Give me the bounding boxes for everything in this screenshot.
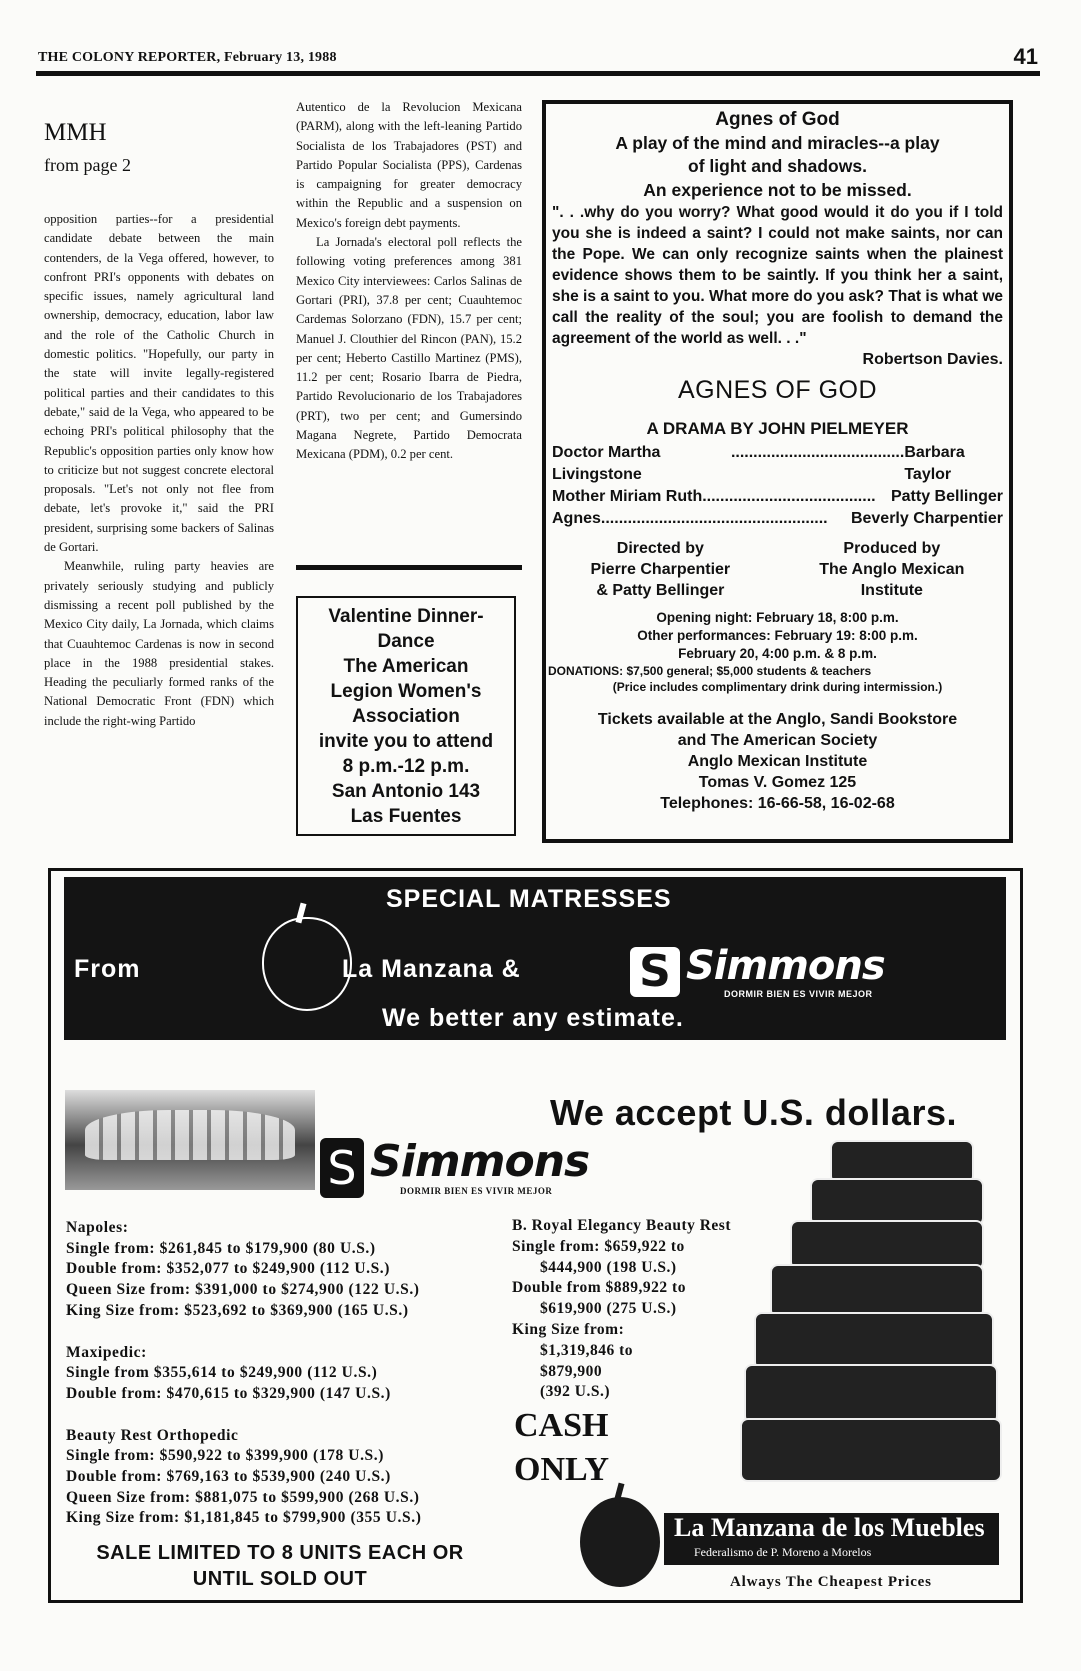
price-heading: Napoles: [66,1219,129,1236]
mattress-layer [810,1178,984,1226]
agnes-title: Agnes of God [715,109,840,130]
tickets-line: and The American Society [677,732,878,749]
valentine-line: Las Fuentes [350,806,462,827]
cast-dots: ....................................... [702,488,876,505]
store-address: Federalismo de P. Moreno a Morelos [694,1545,872,1559]
produced-by [819,538,964,601]
other-performances: Other performances: February 19: 8:00 p.m. [637,628,918,643]
price-line: Double from: $769,163 to $539,900 (240 U.S.) [66,1468,391,1486]
banner-bottom: We better any estimate. [382,1004,684,1032]
cash-word: CASH [514,1407,609,1444]
director-name: Pierre Charpentier [590,561,731,578]
mattress-layer [790,1220,984,1270]
cast-row [546,442,1009,486]
produced-label: Produced by [843,540,941,557]
page-number: 41 [1013,44,1038,69]
article-title: MMH [44,119,107,146]
agnes-big-title: AGNES OF GOD [677,376,878,404]
valentine-line: invite you to attend [318,731,494,752]
article-column-2 [296,98,522,465]
banner-from: From [74,955,141,983]
cast-actor: Barbara Taylor [904,444,965,483]
producer-name: The Anglo Mexican [819,561,965,578]
mattress-layer [754,1312,994,1370]
cast-role: Mother Miriam Ruth [552,488,703,505]
spacer [66,1405,516,1426]
valentine-line: Association [352,706,460,727]
donations: DONATIONS: $7,500 general; $5,000 students & teachers [548,664,872,678]
price-line: King Size from: [512,1320,625,1338]
directed-by [591,538,731,601]
sale-notice [60,1540,500,1592]
cast-row [546,508,1009,530]
directed-label: Directed by [616,540,704,557]
spacer [66,1322,516,1343]
credits [546,538,1009,601]
valentine-line: Legion Women's [330,681,482,702]
valentine-line: The American [343,656,469,677]
simmons-logo-icon: S [630,947,680,997]
tickets-line: Tomas V. Gomez 125 [698,774,857,791]
page-header [38,44,1038,74]
price-line: Single from: $659,922 to [512,1237,685,1255]
banner-la-manzana: La Manzana & [342,955,521,983]
accept-dollars: We accept U.S. dollars. [550,1092,957,1133]
price-line: Double from: $352,077 to $249,900 (112 U.S.) [66,1260,391,1278]
drama-by: A DRAMA BY JOHN PIELMEYER [646,419,909,438]
valentine-line: Dance [377,631,435,652]
valentine-ad [296,596,516,836]
cast-role: Agnes [552,510,601,527]
apple-logo-icon [580,1497,660,1587]
agnes-tagline: An experience not to be missed. [643,180,912,200]
opening-night: Opening night: February 18, 8:00 p.m. [656,610,899,625]
agnes-tagline: of light and shadows. [688,156,867,176]
article-paragraph: La Jornada's electoral poll reflects the following voting preferences among 381 Mexico City interviewees: Carlos Salinas de Gortari (PRI), 37.8 per cent; Cuauhtemoc Cardemas Solorzano (FDN), 15.7 per cent; Manuel J. Clouthier del Rincon (PAN), 15.2 per cent; Heberto Castillo Martinez (PMS), 11.2 per cent; Rosario Ibarra de Piedra, Partido Revolucionario de los Trabajadores (PRT), two per cent; and Gumersindo Magana Negrete, Partido Democrata Mexicana (PDM), 0.2 per cent. [296,235,522,462]
price-line: Queen Size from: $391,000 to $274,900 (122 U.S.) [66,1281,420,1299]
cast-row [546,486,1009,508]
article-subtitle: from page 2 [44,155,131,175]
article-column-1 [44,118,274,731]
price-line: Queen Size from: $881,075 to $599,900 (268 U.S.) [66,1488,420,1506]
cash-only [514,1404,609,1492]
tickets-line: Tickets available at the Anglo, Sandi Bookstore [597,711,958,728]
price-line: Single from: $590,922 to $399,900 (178 U.S.) [66,1447,385,1465]
price-line: (392 U.S.) [540,1383,611,1401]
cast-actor: Patty Bellinger [890,488,1003,505]
quote-author: Robertson Davies. [862,351,1003,368]
price-line: $444,900 (198 U.S.) [540,1258,677,1276]
producer-name: Institute [860,582,923,599]
director-name: & Patty Bellinger [596,582,725,599]
ad-banner [64,877,1006,1040]
simmons-wordmark: Simmons [686,943,885,989]
valentine-line: Valentine Dinner- [328,606,484,627]
price-line: Double from $889,922 to [512,1279,686,1297]
mattress-image [65,1090,315,1190]
mattress-layer [740,1418,1002,1482]
sale-line: UNTIL SOLD OUT [192,1568,368,1590]
simmons-tagline: DORMIR BIEN ES VIVIR MEJOR [400,1186,553,1196]
sale-line: SALE LIMITED TO 8 UNITS EACH OR [96,1542,464,1564]
article-paragraph: Autentico de la Revolucion Mexicana (PARM), along with the left-leaning Partido Socialista de los Trabajadores (PST) and Partido Popular Socialista (PPS), Cardenas is campaigning for greater democracy within the Republic and a suspension on Mexico's foreign debt payments. [296,100,522,230]
masthead: THE COLONY REPORTER, February 13, 1988 [38,50,337,65]
mattress-layer [770,1264,984,1318]
banner-headline: SPECIAL MATRESSES [386,885,672,913]
mattress-stack-image [740,1140,1002,1500]
price-line: Double from: $470,615 to $329,900 (147 U.S.) [66,1384,391,1402]
only-word: ONLY [514,1451,610,1488]
header-rule [36,71,1040,76]
other-performances: February 20, 4:00 p.m. & 8 p.m. [678,646,877,661]
column-rule [296,565,522,570]
cast-dots: ................................................... [600,510,828,527]
store-logo [664,1513,999,1565]
simmons-wordmark: Simmons [370,1136,590,1187]
agnes-quote: ". . .why do you worry? What good would it do you if I told you she is indeed a saint? I could not make saints, nor can the Pope. We can only recognize saints when the plainest evidence shows them to be saintly. If you think her a saint, she is a saint to you. What more do you ask? That is what we call the reality of the soul; you are foolish to demand the agreement of the world as well. . ." [552,204,1003,347]
price-line: $619,900 (275 U.S.) [540,1300,677,1318]
price-list [66,1218,516,1529]
article-paragraph: Meanwhile, ruling party heavies are privately seriously studying and publicly dismissing a recent poll published by the Mexico City daily, La Jornada, which claims that Cuauhtemoc Cardenas is now in second place in the 1988 presidential stakes. Heading the peculiarly formed ranks of the National Democratic Front (FDN) which include the right-wing Partido [44,559,274,728]
price-heading: B. Royal Elegancy Beauty Rest [512,1217,732,1234]
price-line: $1,319,846 to [540,1341,634,1359]
price-line: King Size from: $1,181,845 to $799,900 (355 U.S.) [66,1509,422,1527]
price-line: Single from: $261,845 to $179,900 (80 U.S.) [66,1239,376,1257]
donations-note: (Price includes complimentary drink during intermission.) [612,680,943,694]
price-line: Single from $355,614 to $249,900 (112 U.S.) [66,1364,378,1382]
apple-logo-icon [262,917,352,1011]
simmons-tagline: DORMIR BIEN ES VIVIR MEJOR [724,989,873,999]
article-paragraph: opposition parties--for a presidential candidate debate between the main contenders, de la Vega offered, however, to confront PRI's opponents with debates on specific issues, namely agricultural land ownership, democracy, education, labor law and the role of the Catholic Church in domestic politics. "Hopefully, our party in the state will invite legally-registered political parties and their candidates to this debate," said de la Vega, who appeared to be echoing PRI's political philosophy that the Republic's opposition parties only know how to criticize but not suggest concrete electoral proposals. "Let's not only not flee from debate, let's provoke it," said the PRI president, surprising some backers of Salinas de Gortari. [44,212,274,555]
cast-actor: Beverly Charpentier [850,510,1003,527]
tickets-line: Anglo Mexican Institute [687,753,868,770]
store-slogan: Always The Cheapest Prices [730,1574,932,1590]
agnes-of-god-ad [542,100,1013,843]
cast-dots: ....................................... [730,444,905,461]
price-line: King Size from: $523,692 to $369,900 (165 U.S.) [66,1301,409,1319]
mattress-layer [744,1364,998,1424]
telephones: Telephones: 16-66-58, 16-02-68 [660,795,895,812]
store-name: La Manzana de los Muebles [674,1513,985,1542]
valentine-line: San Antonio 143 [331,781,481,802]
cast-role: Doctor Martha Livingstone [552,444,661,483]
price-line: $879,900 [540,1362,603,1380]
agnes-tagline: A play of the mind and miracles--a play [615,133,940,153]
simmons-logo-icon: S [320,1138,364,1198]
price-heading: Maxipedic: [66,1343,147,1361]
valentine-line: 8 p.m.-12 p.m. [342,756,470,777]
price-heading: Beauty Rest Orthopedic [66,1426,239,1444]
